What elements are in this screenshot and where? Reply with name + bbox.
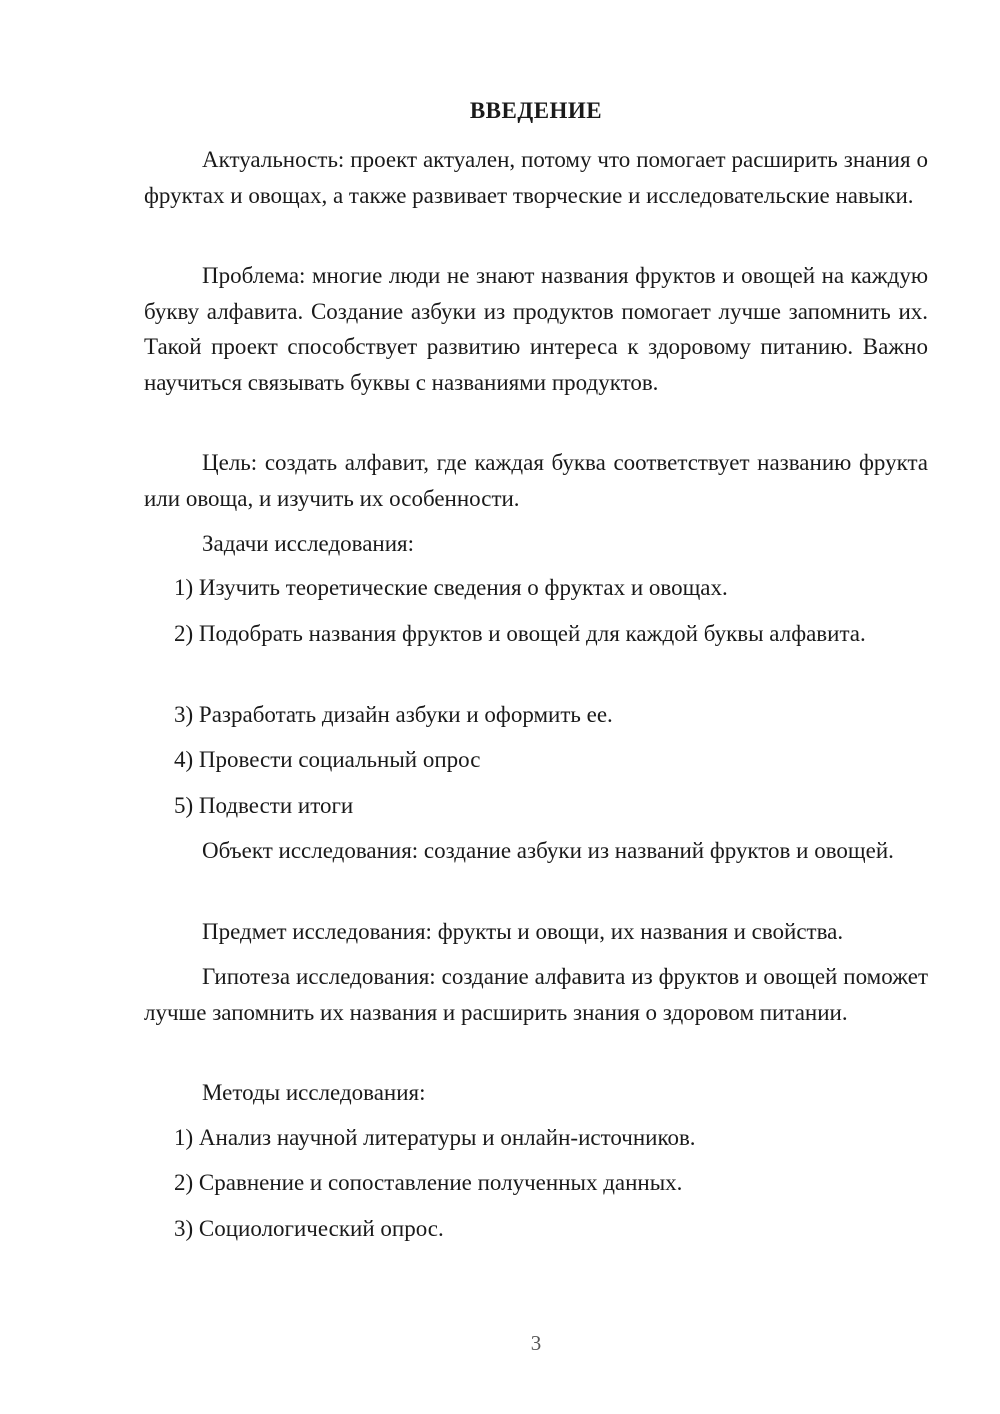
subject-paragraph: Предмет исследования: фрукты и овощи, их названия и свойства.	[202, 919, 844, 944]
method-item-2: 2) Сравнение и сопоставление полученных данных.	[174, 1170, 683, 1195]
task-item-1: 1) Изучить теоретические сведения о фруктах и овощах.	[174, 575, 728, 600]
task-item-4: 4) Провести социальный опрос	[174, 747, 481, 772]
page-title: ВВЕДЕНИЕ	[469, 98, 603, 123]
task-item-3: 3) Разработать дизайн азбуки и оформить ее.	[174, 702, 613, 727]
problem-paragraph: Проблема: многие люди не знают названия фруктов и овощей на каждую букву алфавита. Создание азбуки из продуктов помогает лучше запомнить их. Такой проект способствует развитию интереса к здоровому питанию. Важно научиться связывать буквы с названиями продуктов.	[144, 263, 928, 395]
hypothesis-paragraph: Гипотеза исследования: создание алфавита из фруктов и овощей поможет лучше запомнить их названия и расширить знания о здоровом питании.	[144, 964, 928, 1025]
goal-paragraph: Цель: создать алфавит, где каждая буква соответствует названию фрукта или овоща, и изучить их особенности.	[144, 450, 928, 511]
page-number: 3	[530, 1331, 542, 1355]
task-item-2: 2) Подобрать названия фруктов и овощей для каждой буквы алфавита.	[174, 621, 866, 646]
method-item-3: 3) Социологический опрос.	[174, 1216, 444, 1241]
methods-heading: Методы исследования:	[202, 1080, 426, 1105]
relevance-paragraph: Актуальность: проект актуален, потому что помогает расширить знания о фруктах и овощах, а также развивает творческие и исследовательские навыки.	[144, 147, 928, 208]
task-item-5: 5) Подвести итоги	[174, 793, 354, 818]
tasks-heading: Задачи исследования:	[202, 531, 415, 556]
object-paragraph: Объект исследования: создание азбуки из названий фруктов и овощей.	[202, 838, 894, 863]
method-item-1: 1) Анализ научной литературы и онлайн-источников.	[174, 1125, 696, 1150]
